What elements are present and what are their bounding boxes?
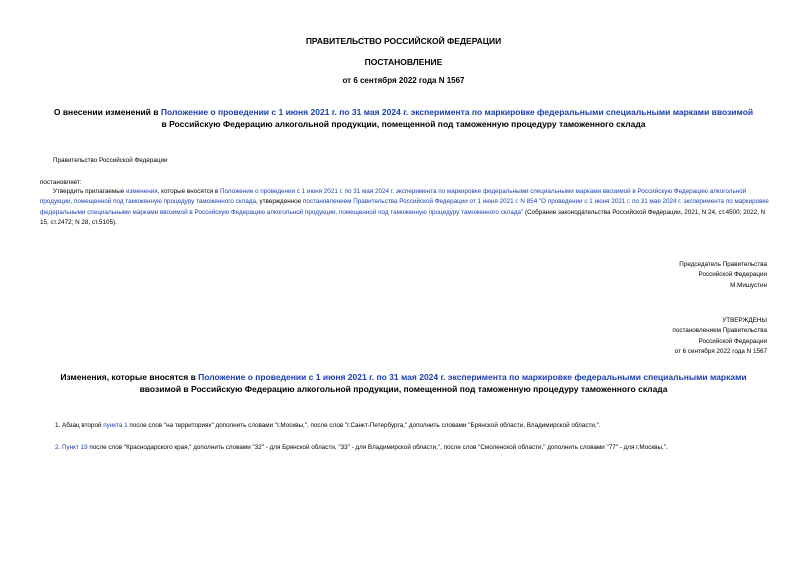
approved-country: Российской Федерации [698, 337, 767, 345]
title-regulation-link[interactable]: Положение о проведении с 1 июня 2021 г. по 31 мая 2024 г. эксперимента по маркировке федеральными специальными марками ввозимой [160, 107, 754, 117]
approved-label: УТВЕРЖДЕНЫ [722, 317, 767, 324]
approval-block [527, 316, 767, 357]
change-item-2 [55, 443, 775, 453]
signature-block [527, 260, 767, 291]
item1-text1: 1. Абзац второй [55, 422, 104, 429]
item2-link[interactable]: Пункт 19 [62, 444, 88, 451]
p1-text4: (Собрание законодательства Российской Федерации, 2021, N 24, ст.4500; 2022, N 15, ст.2472; N 28, ст.5105). [40, 208, 766, 226]
p1-text2: , которые вносятся в [157, 188, 221, 195]
changes-title-link[interactable]: Положение о проведении с 1 июня 2021 г. по 31 мая 2024 г. эксперимента по маркировке федеральными специальными марками [198, 372, 747, 382]
item2-text: после слов "Краснодарского края," дополнить словами "32" - для Брянской области, "33" - для Владимирской области,", после слов "Смоленской области," дополнить словами "77" - для г.Москвы,". [87, 444, 668, 451]
decides-line: постановляет: [40, 179, 82, 186]
document-title [30, 106, 777, 130]
p1-text3: , утвержденное [256, 198, 303, 206]
document-date-number: от 6 сентября 2022 года N 1567 [342, 76, 465, 85]
approved-by: постановлением Правительства [672, 327, 767, 335]
government-line: Правительство Российской Федерации [53, 157, 168, 164]
regulation-link[interactable]: Положение о проведении с 1 июня 2021 г. по 31 мая 2024 г. эксперимента по маркировке федеральными специальными марками ввозимой в Российскую Федерацию алкогольной продукции, помещенной под таможенную процедуру таможенного склада [40, 188, 747, 206]
decision-paragraph [40, 187, 770, 228]
item1-link[interactable]: пункта 1 [103, 422, 128, 429]
signature-country: Российской Федерации [698, 271, 767, 279]
title-prefix: О внесении изменений в [53, 107, 161, 117]
item2-number: 2. [55, 444, 63, 451]
government-heading: ПРАВИТЕЛЬСТВО РОССИЙСКОЙ ФЕДЕРАЦИИ [305, 36, 502, 46]
changes-title [30, 371, 777, 395]
changes-title-rest: ввозимой в Российскую Федерацию алкогольной продукции, помещенной под таможенную процедуру таможенного склада [139, 384, 668, 394]
item1-text2: после слов "на территориях" дополнить словами "г.Москвы,", после слов "г.Санкт-Петербурга," дополнить словами "Брянской области, Владимирской области,". [127, 422, 601, 429]
title-rest: в Российскую Федерацию алкогольной продукции, помещенной под таможенную процедуру таможенного склада [161, 119, 646, 129]
signature-name: М.Мишустин [730, 281, 767, 289]
approved-date: от 6 сентября 2022 года N 1567 [674, 347, 767, 355]
signature-title: Председатель Правительства [679, 261, 767, 268]
changes-title-prefix: Изменения, которые вносятся в [60, 372, 199, 382]
resolution-854-link[interactable]: постановлением Правительства Российской Федерации от 1 июня 2021 г. N 854 "О проведении с 1 июня 2021 г. по 31 мая 2024 г. эксперимента по маркировке федеральными специальными марками ввозимой в Российскую Федерацию алкогольной продукции, помещенной под таможенную процедуру таможенного склада" [40, 198, 769, 216]
change-item-1 [55, 421, 775, 431]
p1-text1: Утвердить прилагаемые [53, 188, 126, 195]
changes-link[interactable]: изменения [126, 188, 158, 195]
document-type: ПОСТАНОВЛЕНИЕ [364, 57, 443, 67]
